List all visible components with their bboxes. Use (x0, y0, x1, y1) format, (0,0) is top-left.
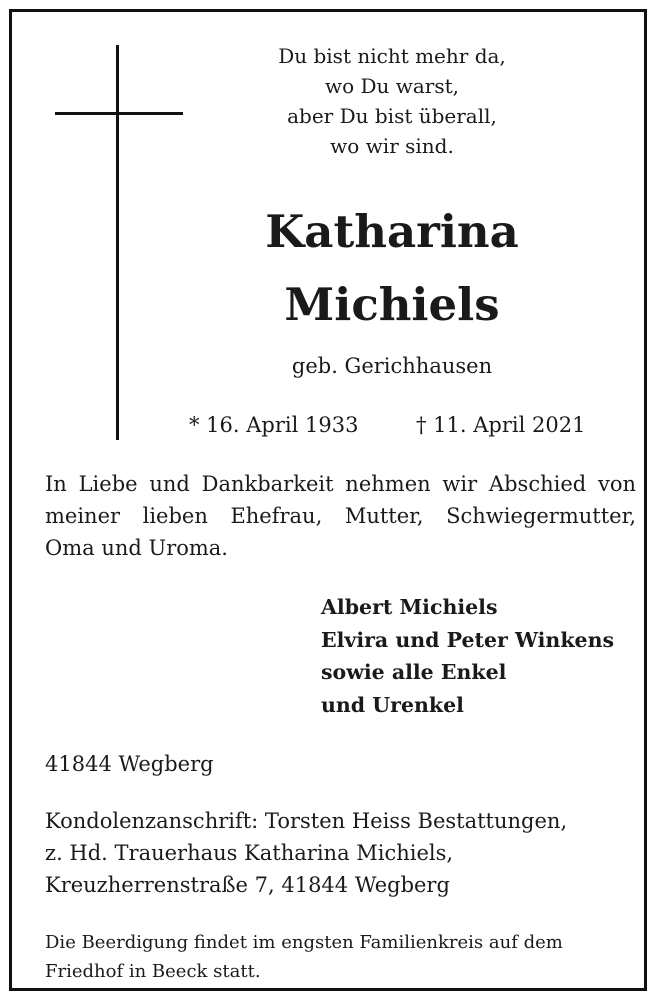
address-line: z. Hd. Trauerhaus Katharina Michiels, (45, 841, 454, 865)
place: 41844 Wegberg (45, 752, 214, 776)
funeral-line: Die Beerdigung findet im engsten Familienkreis auf dem (45, 932, 563, 953)
farewell-text (45, 468, 636, 564)
death-date: † 11. April 2021 (416, 413, 586, 437)
mourner: Albert Michiels (321, 595, 498, 619)
mourner: Elvira und Peter Winkens (321, 627, 615, 652)
cross-horizontal-bar (55, 112, 183, 115)
farewell-line: In Liebe und Dankbarkeit nehmen wir Abschied von (45, 472, 636, 496)
funeral-note (45, 928, 636, 986)
first-name: Katharina (265, 205, 519, 258)
mourner: sowie alle Enkel (321, 660, 507, 684)
address-line: Kreuzherrenstraße 7, 41844 Wegberg (45, 873, 450, 897)
obituary-notice (9, 9, 647, 991)
cross-vertical-bar (116, 45, 119, 440)
deceased-name (192, 195, 592, 341)
farewell-line: meiner lieben Ehefrau, Mutter, Schwiegermutter, (45, 504, 636, 528)
mourner: und Urenkel (321, 692, 464, 717)
farewell-line: Oma und Uroma. (45, 536, 228, 560)
poem-line: aber Du bist überall, (287, 104, 497, 128)
birth-date: * 16. April 1933 (189, 413, 359, 437)
condolence-address (45, 805, 636, 901)
funeral-line: Friedhof in Beeck statt. (45, 961, 261, 982)
poem-line: wo Du warst, (324, 74, 460, 98)
address-line: Kondolenzanschrift: Torsten Heiss Bestattungen, (45, 809, 568, 833)
mourners-list (321, 591, 641, 721)
poem-line: wo wir sind. (330, 134, 454, 158)
last-name: Michiels (284, 278, 500, 331)
poem (222, 41, 562, 161)
maiden-name: geb. Gerichhausen (291, 354, 493, 378)
poem-line: Du bist nicht mehr da, (278, 44, 506, 68)
